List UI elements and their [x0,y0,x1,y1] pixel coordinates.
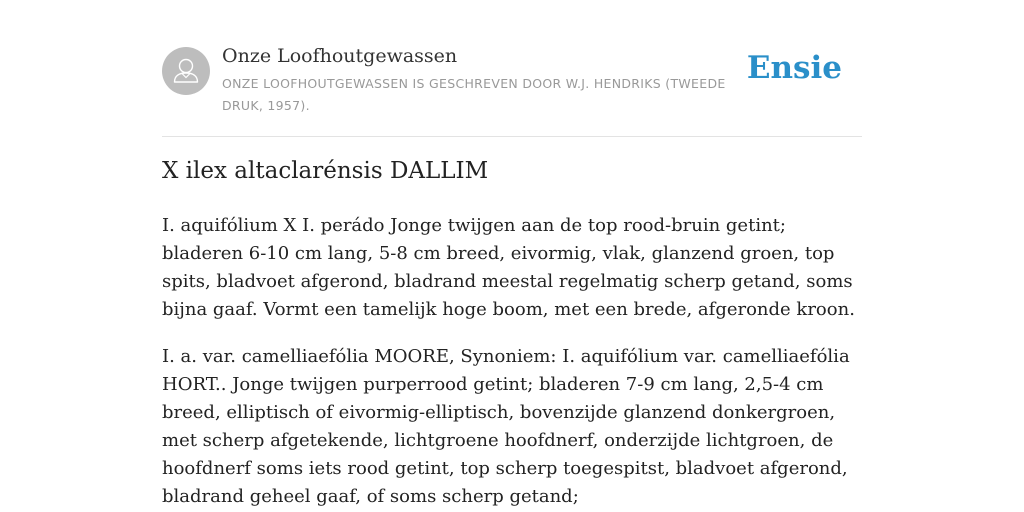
entry-body [162,212,862,512]
source-description: ONZE LOOFHOUTGEWASSEN IS GESCHREVEN DOOR W.J. HENDRIKS (TWEEDE DRUK, 1957). [222,76,726,113]
page-container [162,0,862,507]
source-title[interactable]: Onze Loofhoutgewassen [222,45,458,67]
source-header [162,0,862,137]
ensie-logo-link[interactable]: Ensie [746,50,842,86]
entry-paragraph: I. a. var. camelliaefólia MOORE, Synoniem: I. aquifólium var. camelliaefólia HORT.. Jonge twijgen purperrood getint; bladeren 7-9 cm lang, 2,5-4 cm breed, elliptisch of eivormig-elliptisch, bovenzijde glanzend donkergroen, met scherp afgetekende, lichtgroene hoofdnerf, onderzijde lichtgroen, de hoofdnerf soms iets rood getint, top scherp toegespitst, bladvoet afgerond, bladrand geheel gaaf, of soms scherp getand; [162,346,850,507]
person-outline-icon [162,47,210,95]
entry-title: X ilex altaclarénsis DALLIM [162,158,489,184]
entry-paragraph: I. aquifólium X I. perádo Jonge twijgen aan de top rood-bruin getint; bladeren 6-10 cm lang, 5-8 cm breed, eivormig, vlak, glanzend groen, top spits, bladvoet afgerond, bladrand meestal regelmatig scherp getand, soms bijna gaaf. Vormt een tamelijk hoge boom, met een brede, afgeronde kroon. [162,215,855,320]
user-avatar-icon[interactable] [162,47,210,95]
